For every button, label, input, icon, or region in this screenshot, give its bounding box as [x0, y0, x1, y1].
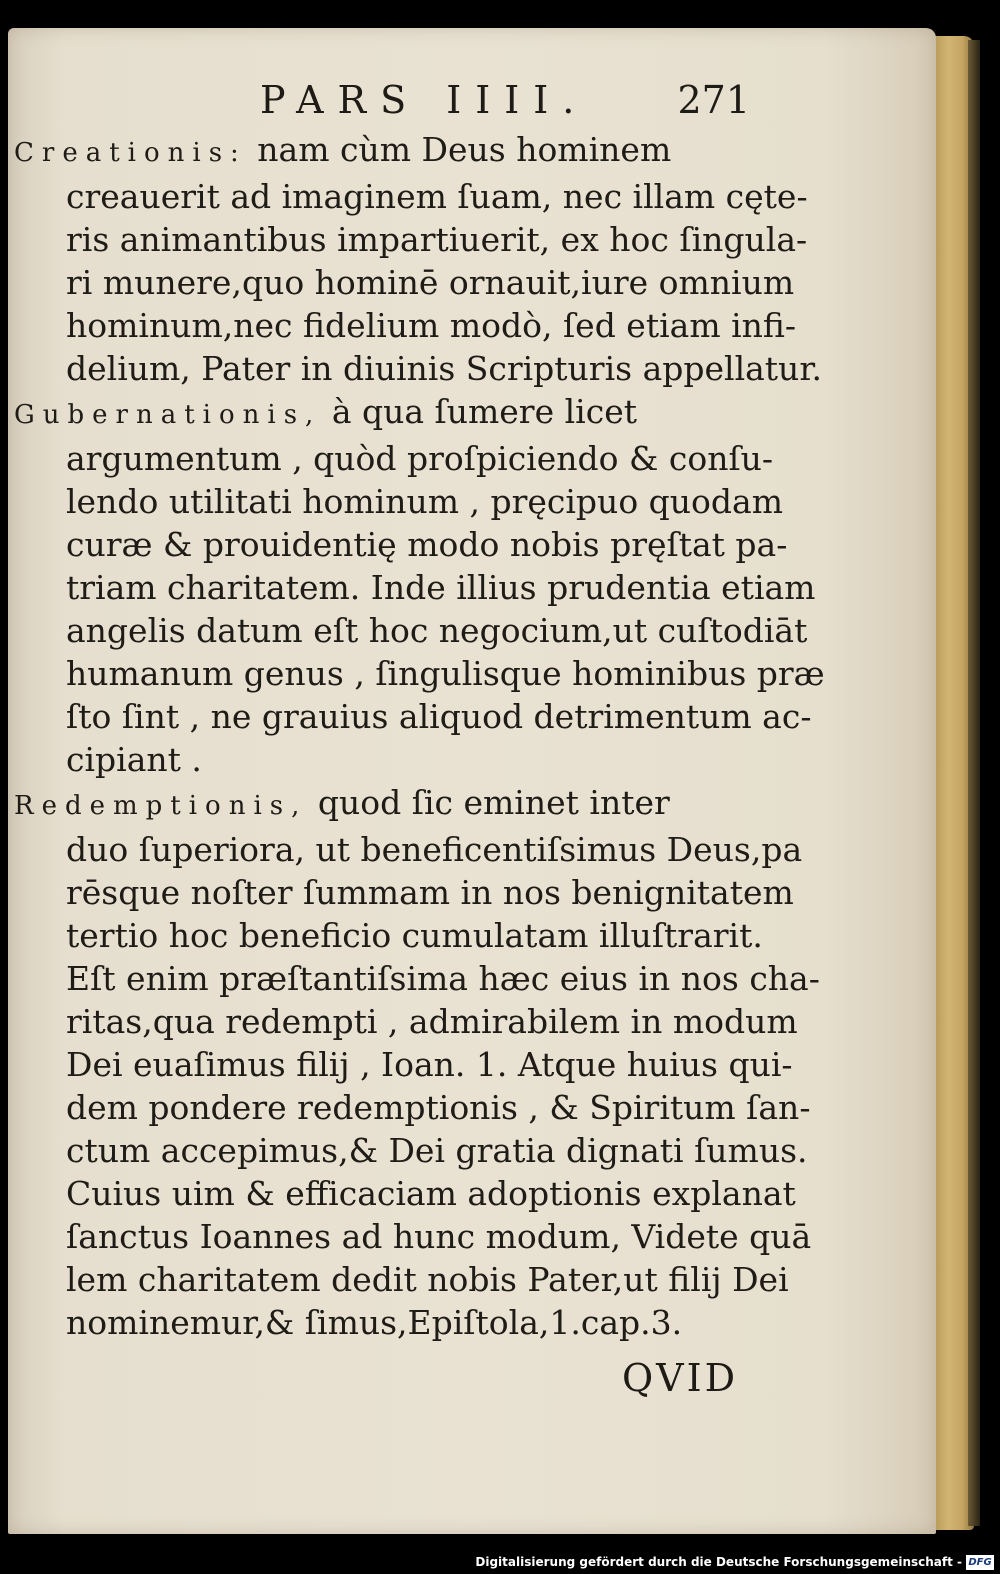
paragraph-lead: Redemptionis, [14, 791, 308, 821]
text-line [14, 781, 754, 828]
digitization-footer [0, 1552, 1000, 1574]
text-line: curæ & prouidentię modo nobis pręſtat pa- [66, 525, 788, 564]
running-head: PARS IIII. [260, 78, 589, 122]
text-line: humanum genus , ſingulisque hominibus præ [66, 654, 825, 693]
text-line: lem charitatem dedit nobis Pater,ut filij Dei [66, 1260, 789, 1299]
book-shadow [968, 40, 980, 1526]
text-line [14, 390, 754, 437]
paragraph-gubernationis [14, 390, 825, 781]
text-line: delium, Pater in diuinis Scripturis appellatur. [66, 349, 822, 388]
paragraph-creationis [14, 128, 822, 390]
text-line: lendo utilitati hominum , pręcipuo quodam [66, 482, 784, 521]
text-line: ri munere,quo hominē ornauit,iure omnium [66, 263, 795, 302]
line-text: quod ſic eminet inter [317, 783, 670, 822]
text-line: ſto ſint , ne grauius aliquod detrimentum ac- [66, 697, 812, 736]
text-line: hominum,nec fidelium modò, ſed etiam infi- [66, 306, 797, 345]
paragraph-redemptionis [14, 781, 820, 1344]
funding-credit: Digitalisierung gefördert durch die Deutsche Forschungsgemeinschaft - [475, 1555, 962, 1569]
text-line: Dei euaſimus filij , Ioan. 1. Atque huius qui- [66, 1045, 793, 1084]
main-text [14, 128, 825, 1344]
text-line: nominemur,& ſimus,Epiſtola,1.cap.3. [66, 1303, 683, 1342]
line-text: à qua ſumere licet [331, 392, 637, 431]
paragraph-lead: Creationis: [14, 138, 247, 168]
text-line: tertio hoc beneficio cumulatam illuſtrarit. [66, 916, 763, 955]
text-line: Eſt enim præſtantiſsima hæc eius in nos cha- [66, 959, 820, 998]
page-header [60, 74, 750, 124]
text-line: rēsque noſter ſummam in nos benignitatem [66, 873, 794, 912]
text-line: Cuius uim & efficaciam adoptionis explanat [66, 1174, 796, 1213]
text-line: ris animantibus impartiuerit, ex hoc ſingula- [66, 220, 808, 259]
page-number: 271 [677, 78, 750, 122]
text-line [14, 128, 754, 175]
dfg-logo: DFG [966, 1555, 994, 1570]
text-line: triam charitatem. Inde illius prudentia etiam [66, 568, 816, 607]
line-text: nam cùm Deus hominem [257, 130, 672, 169]
text-line: ritas,qua redempti , admirabilem in modum [66, 1002, 798, 1041]
text-line: creauerit ad imaginem ſuam, nec illam cęte- [66, 177, 808, 216]
catchword: QVID [622, 1356, 739, 1400]
text-line: ſanctus Ioannes ad hunc modum, Videte quā [66, 1217, 812, 1256]
text-line: angelis datum eſt hoc negocium,ut cuſtodiāt [66, 611, 808, 650]
text-line: ctum accepimus,& Dei gratia dignati ſumus. [66, 1131, 808, 1170]
text-line: duo ſuperiora, ut beneficentiſsimus Deus,pa [66, 830, 803, 869]
text-line: dem pondere redemptionis , & Spiritum ſan- [66, 1088, 811, 1127]
text-line: cipiant . [66, 740, 202, 779]
paragraph-lead: Gubernationis, [14, 400, 322, 430]
text-line: argumentum , quòd proſpiciendo & conſu- [66, 439, 774, 478]
